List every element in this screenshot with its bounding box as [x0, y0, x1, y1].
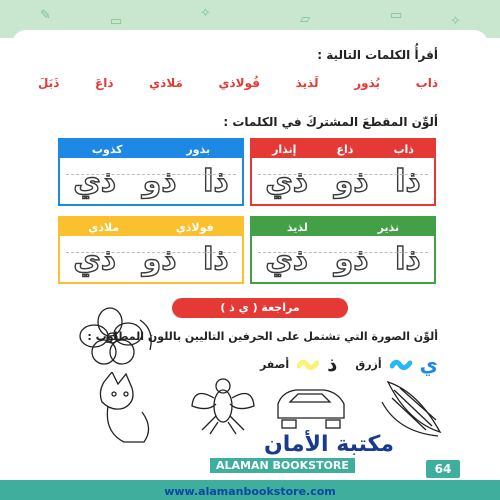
- syllable[interactable]: ذا: [203, 241, 229, 277]
- syllable[interactable]: ذا: [395, 163, 421, 199]
- box-word: ذاب: [393, 142, 414, 156]
- blue-swatch-icon: [390, 358, 412, 370]
- guide-line: [66, 174, 236, 175]
- brand-logo-arabic: مكتبة الأمان: [264, 432, 394, 457]
- box-word: فولاذي: [175, 220, 214, 234]
- syllable-box-green: [250, 216, 436, 284]
- word: ذاب: [415, 76, 438, 90]
- syllable[interactable]: ذي: [265, 241, 309, 277]
- page-number: 64: [426, 460, 460, 478]
- box-word: ملاذي: [88, 220, 120, 234]
- syllable[interactable]: ذا: [395, 241, 421, 277]
- box-header: [252, 218, 434, 236]
- box-word: ذاع: [336, 142, 354, 156]
- box-syllables: [60, 158, 242, 204]
- syllable[interactable]: ذي: [265, 163, 309, 199]
- syllable[interactable]: ذو: [142, 163, 177, 199]
- box-syllables: [60, 236, 242, 282]
- word-list: [38, 76, 438, 90]
- website-url[interactable]: www.alamanbookstore.com: [164, 485, 336, 498]
- box-header: [60, 140, 242, 158]
- instruction-read: أقرأُ الكلمات التالية :: [317, 48, 438, 62]
- word: فُولاذي: [218, 76, 260, 90]
- box-header: [60, 218, 242, 236]
- book-doodle-icon: ▭: [390, 8, 403, 23]
- syllable[interactable]: ذي: [73, 241, 117, 277]
- legend-letter: ذ: [327, 352, 338, 376]
- syllable[interactable]: ذو: [334, 163, 369, 199]
- legend-color-name: أزرق: [355, 357, 382, 371]
- legend-letter: ي: [419, 352, 438, 376]
- word: لَذيذ: [295, 76, 319, 90]
- legend-color-name: أصفر: [259, 357, 290, 371]
- fly-drawing-icon[interactable]: [188, 372, 258, 436]
- box-word: إنذار: [272, 142, 297, 156]
- box-syllables: [252, 236, 434, 282]
- star-doodle-icon: ✧: [450, 14, 461, 29]
- word: بُذور: [354, 76, 380, 90]
- word: ذاعَ: [95, 76, 114, 90]
- box-word: كذوب: [91, 142, 123, 156]
- box-syllables: [252, 158, 434, 204]
- yellow-swatch-icon: [297, 358, 319, 370]
- fox-drawing-icon[interactable]: [84, 372, 174, 446]
- syllable[interactable]: ذو: [142, 241, 177, 277]
- word: ذَبَلَ: [38, 76, 60, 90]
- book-doodle-icon: ▭: [110, 14, 123, 29]
- guide-line: [258, 174, 428, 175]
- review-banner: مراجعة ( ي ذ ): [172, 298, 348, 318]
- brand-logo-english: ALAMAN BOOKSTORE: [210, 458, 355, 473]
- flower-drawing-icon[interactable]: [70, 300, 160, 380]
- syllable-box-blue: [58, 138, 244, 206]
- guide-line: [66, 252, 236, 253]
- instruction-color: ألوِّن المقطعَ المشتركَ في الكلمات :: [223, 115, 438, 129]
- car-drawing-icon[interactable]: [272, 382, 350, 434]
- box-word: نذير: [377, 220, 400, 234]
- instruction-picture: ألوِّن الصورة التي تشتمل على الحرفين التاليين باللون المطلوب :: [87, 330, 438, 343]
- syllable[interactable]: ذو: [334, 241, 369, 277]
- star-doodle-icon: ✧: [200, 6, 211, 21]
- box-word: بذور: [186, 142, 211, 156]
- pencil-doodle-icon: ✎: [40, 8, 51, 23]
- box-header: [252, 140, 434, 158]
- syllable[interactable]: ذي: [73, 163, 117, 199]
- syllable[interactable]: ذا: [203, 163, 229, 199]
- box-word: لذيذ: [286, 220, 308, 234]
- guide-line: [258, 252, 428, 253]
- syllable-box-red: [250, 138, 436, 206]
- syllable-box-yellow: [58, 216, 244, 284]
- ruler-doodle-icon: ▱: [300, 12, 310, 27]
- word: مَلاذي: [149, 76, 183, 90]
